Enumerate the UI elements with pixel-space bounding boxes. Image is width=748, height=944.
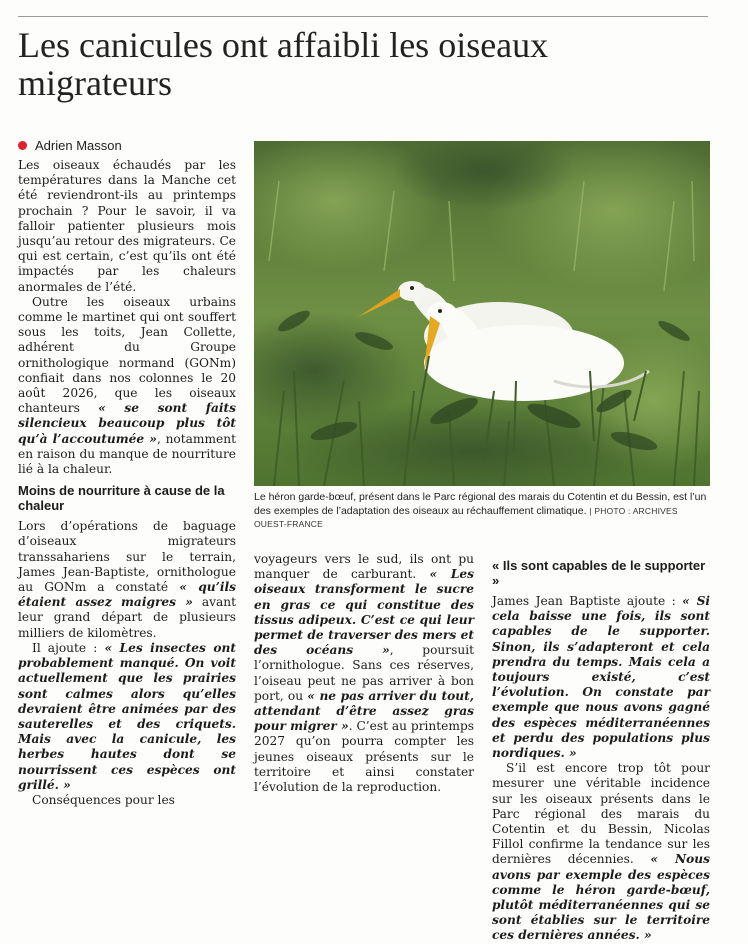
paragraph-3: Lors d’opérations de baguage d’oiseaux migrateurs transsahariens sur le terrain, James Jean-Baptiste, ornithologue au GONm a constaté « qu’ils étaient assez maigres » avant leur grand départ de plusieurs milliers de kilomètres.: [18, 519, 236, 640]
subheading-support: « Ils sont capables de le supporter »: [492, 558, 706, 588]
byline-dot-icon: [18, 141, 27, 150]
subheading-food: Moins de nourriture à cause de la chaleur: [18, 483, 225, 514]
heron-photo: [254, 141, 710, 486]
article-column-2: [254, 552, 474, 795]
paragraph-intro: Les oiseaux échaudés par les températures dans la Manche cet été reviendront-ils au printemps prochain ? Pour le savoir, il va falloir patienter plusieurs mois jusqu’au retour des migrateurs. Ce qui est certain, c’est qu’ils ont été impactés par les chaleurs anormales de l’été.: [18, 158, 236, 294]
caption-text: Le héron garde-bœuf, présent dans le Parc régional des marais du Cotentin et du Bessin, est l’un des exemples de l’adaptation des oiseaux au réchauffement climatique.: [254, 491, 707, 517]
paragraph-5: Conséquences pour les: [32, 792, 175, 807]
author-name: Adrien Masson: [35, 138, 122, 153]
paragraph-7: S’il est encore trop tôt pour mesurer une véritable incidence sur les oiseaux présents dans le Parc régional des marais du Cotentin et du Bessin, Nicolas Fillol confirme la tendance sur les dernières décennies. « Nous avons par exemple des espèces comme le héron garde-bœuf, plutôt méditerranéennes qui se sont établies sur le territoire ces dernières années. »: [492, 761, 710, 943]
byline: [18, 138, 122, 153]
top-rule: [18, 16, 708, 17]
photo-caption: [254, 491, 710, 532]
article-column-3: [492, 552, 710, 944]
paragraph-5-cont: voyageurs vers le sud, ils ont pu manquer de carburant. « Les oiseaux transforment le sucre en gras ce qui constitue des tissus adipeux. C’est ce qui leur permet de traverser des mers et des océans », poursuit l’ornithologue. Sans ces réserves, l’oiseau peut ne pas arriver à bon port, ou « ne pas arriver du tout, attendant d’être assez gras pour migrer ». C’est au printemps 2027 qu’on pourra compter les jeunes oiseaux présents sur le territoire et ainsi constater l’évolution de la reproduction.: [254, 552, 475, 795]
paragraph-6: James Jean Baptiste ajoute : « Si cela baisse une fois, ils sont capables de le supporter. Sinon, ils s’adapteront et cela prendra du temps. Mais cela a toujours existé, c’est l’évolution. On constate par exemple que nous avons gagné des espèces méditerranéennes et perdu des populations plus nordiques. »: [492, 594, 710, 761]
headline: Les canicules ont affaibli les oiseaux migrateurs: [18, 25, 549, 103]
paragraph-4: Il ajoute : « Les insectes ont probablement manqué. On voit actuellement que les prairies sont calmes alors qu’elles devraient être animées par des sauterelles et des criquets. Mais avec la canicule, les herbes hautes dont se nourrissent ces espèces ont grillé. »: [18, 640, 236, 792]
heron-photo-illustration: [254, 141, 710, 486]
photo-credit: | PHOTO : ARCHIVES OUEST-FRANCE: [254, 505, 678, 529]
paragraph-2: Outre les oiseaux urbains comme le martinet qui ont souffert sous les toits, Jean Collette, adhérent du Groupe ornithologique normand (GONm) confiait dans nos colonnes le 20 août 2026, que les oiseaux chanteurs « se sont faits silencieux beaucoup plus tôt qu’à l’accoutumée », notamment en raison du manque de nourriture lié à la chaleur.: [18, 294, 237, 477]
article-column-1: [18, 158, 236, 808]
